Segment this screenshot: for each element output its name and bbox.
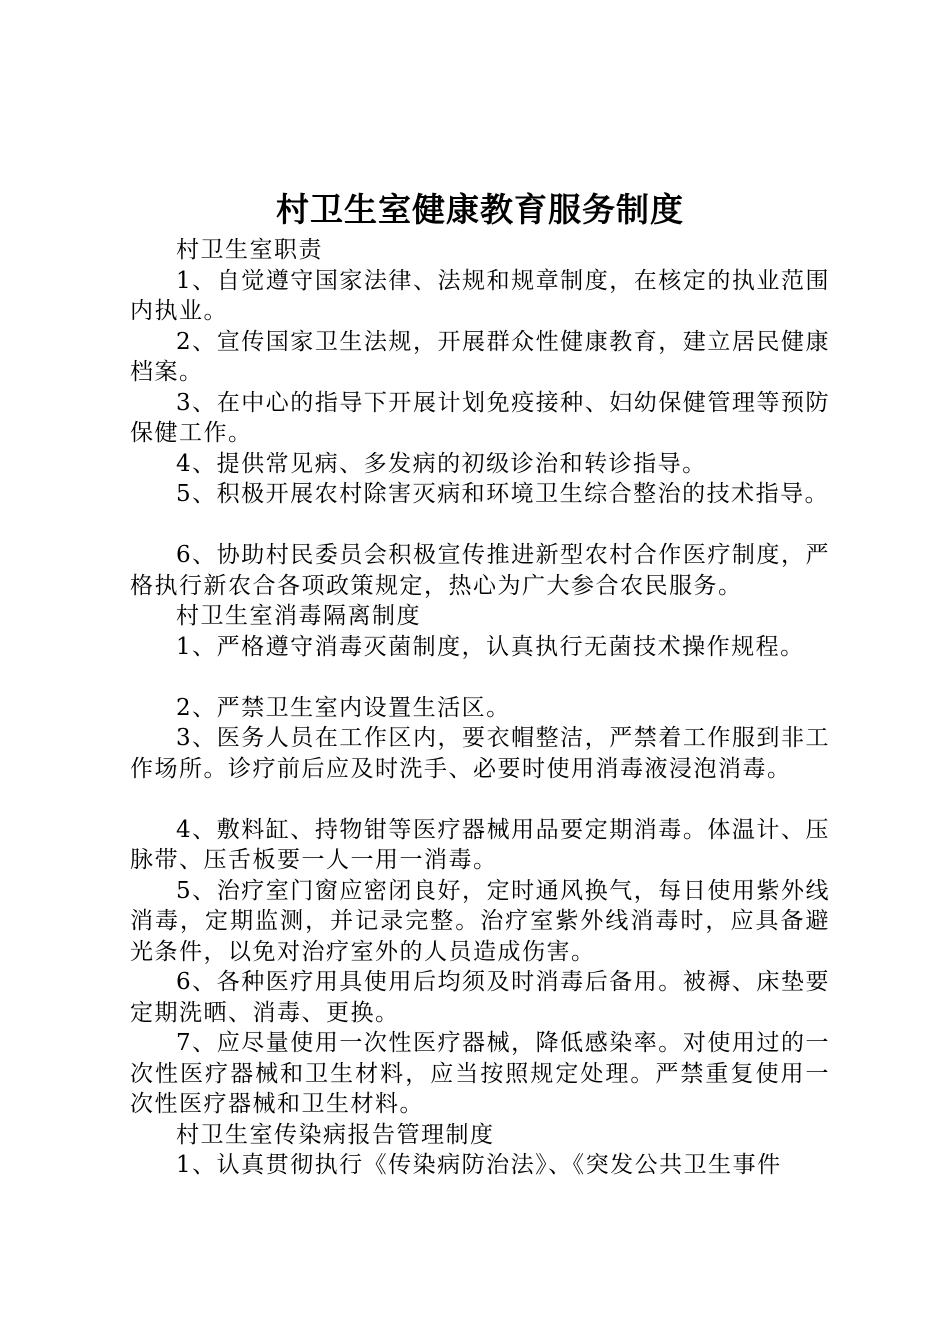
disinfection-item-5: 5、治疗室门窗应密闭良好，定时通风换气，每日使用紫外线消毒，定期监测，并记录完整。治疗室紫外线消毒时，应具备避光条件，以免对治疗室外的人员造成伤害。	[130, 877, 830, 965]
disinfection-item-2: 2、严禁卫生室内设置生活区。	[176, 694, 511, 721]
disinfection-item-4: 4、敷料缸、持物钳等医疗器械用品要定期消毒。体温计、压脉带、压舌板要一人一用一消毒。	[130, 816, 830, 873]
section-heading-infectious-disease-report: 村卫生室传染病报告管理制度	[176, 1121, 495, 1148]
document-title: 村卫生室健康教育服务制度	[276, 190, 684, 229]
disinfection-item-7: 7、应尽量使用一次性医疗器械，降低感染率。对使用过的一次性医疗器械和卫生材料，应当按照规定处理。严禁重复使用一次性医疗器械和卫生材料。	[130, 1030, 830, 1117]
duties-item-3: 3、在中心的指导下开展计划免疫接种、妇幼保健管理等预防保健工作。	[130, 389, 830, 446]
duties-item-1: 1、自觉遵守国家法律、法规和规章制度，在核定的执业范围内执业。	[130, 267, 830, 324]
blank-line	[130, 510, 830, 541]
blank-line	[130, 662, 830, 693]
disinfection-item-1: 1、严格遵守消毒灭菌制度，认真执行无菌技术操作规程。	[176, 633, 805, 660]
report-item-1: 1、认真贯彻执行《传染病防治法》、《突发公共卫生事件	[176, 1152, 782, 1178]
section-heading-disinfection: 村卫生室消毒隔离制度	[176, 603, 421, 629]
disinfection-item-3: 3、医务人员在工作区内，要衣帽整洁，严禁着工作服到非工作场所。诊疗前后应及时洗手、必要时使用消毒液浸泡消毒。	[130, 725, 830, 782]
section-heading-duties: 村卫生室职责	[176, 237, 323, 263]
duties-item-4: 4、提供常见病、多发病的初级诊治和转诊指导。	[176, 450, 707, 477]
duties-item-5: 5、积极开展农村除害灭病和环境卫生综合整治的技术指导。	[176, 481, 830, 507]
duties-item-6: 6、协助村民委员会积极宣传推进新型农村合作医疗制度，严格执行新农合各项政策规定，热心为广大参合农民服务。	[130, 542, 830, 599]
duties-item-2: 2、宣传国家卫生法规，开展群众性健康教育，建立居民健康档案。	[130, 328, 830, 385]
blank-line	[130, 784, 830, 815]
disinfection-item-6: 6、各种医疗用具使用后均须及时消毒后备用。被褥、床垫要定期洗晒、消毒、更换。	[130, 969, 830, 1026]
document-page	[130, 185, 830, 1181]
